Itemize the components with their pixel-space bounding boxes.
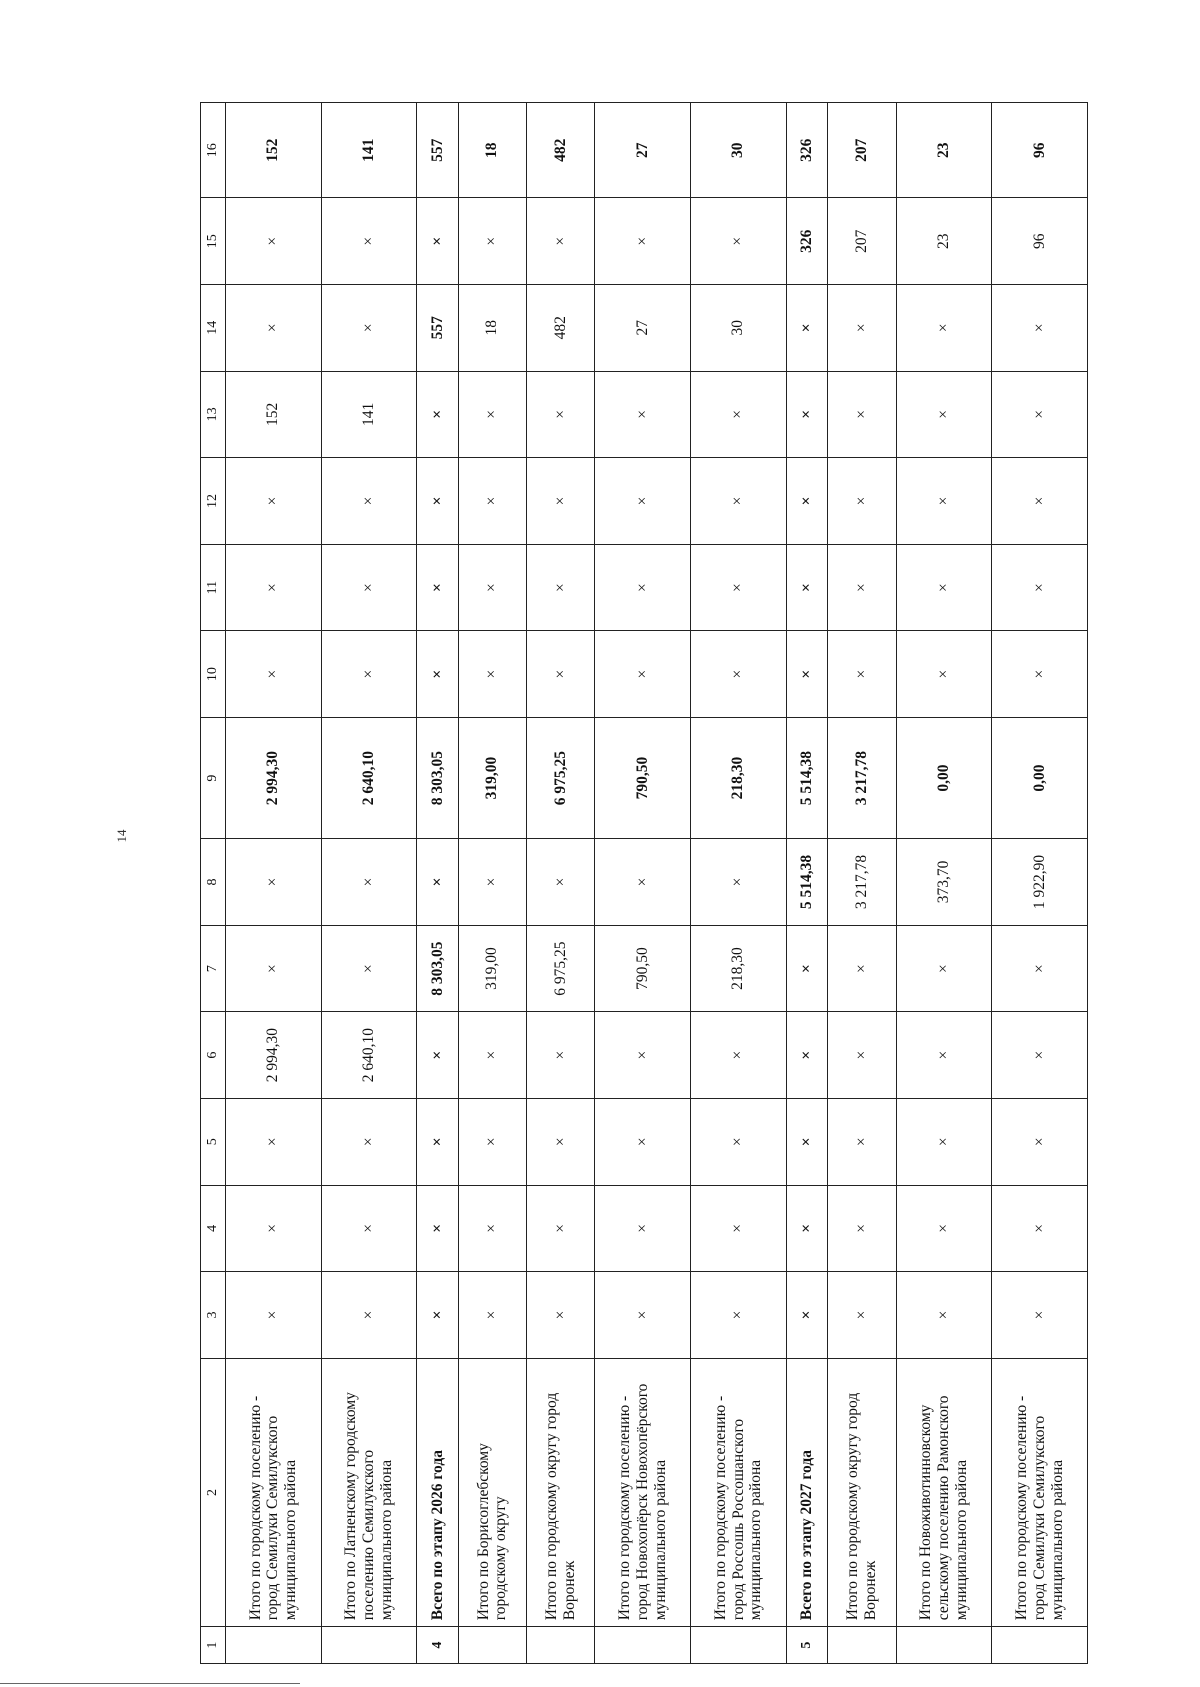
table-cell: × bbox=[417, 839, 458, 926]
table-cell bbox=[992, 1627, 1088, 1664]
data-table bbox=[200, 102, 1088, 1664]
table-cell: × bbox=[527, 458, 595, 545]
table-cell: × bbox=[417, 1012, 458, 1099]
table-cell: 18 bbox=[458, 103, 526, 198]
table-cell: × bbox=[828, 544, 896, 631]
table-cell: × bbox=[828, 371, 896, 458]
table-cell: × bbox=[595, 631, 691, 718]
table-cell: × bbox=[896, 1098, 992, 1185]
table-cell: × bbox=[786, 1272, 827, 1359]
table-cell: 152 bbox=[226, 371, 322, 458]
table-cell: × bbox=[417, 544, 458, 631]
table-cell: × bbox=[786, 544, 827, 631]
column-header: 4 bbox=[201, 1185, 226, 1272]
table-cell: × bbox=[786, 1098, 827, 1185]
table-cell: × bbox=[417, 458, 458, 545]
table-cell: 557 bbox=[417, 284, 458, 371]
table-cell: × bbox=[321, 1272, 417, 1359]
table-cell: × bbox=[691, 839, 787, 926]
table-cell: × bbox=[896, 371, 992, 458]
table-cell: × bbox=[458, 1012, 526, 1099]
table-cell bbox=[226, 1627, 322, 1664]
table-cell: × bbox=[691, 631, 787, 718]
table-cell: × bbox=[828, 1098, 896, 1185]
table-cell: 27 bbox=[595, 284, 691, 371]
table-cell: × bbox=[992, 458, 1088, 545]
table-cell: × bbox=[321, 458, 417, 545]
table-cell: × bbox=[691, 1185, 787, 1272]
table-cell: 23 bbox=[896, 198, 992, 285]
table-cell: × bbox=[458, 839, 526, 926]
row-label-cell: Итого по Латненскому городскому поселению Семилукского муниципального района bbox=[321, 1358, 417, 1626]
table-cell: × bbox=[992, 544, 1088, 631]
row-label-cell: Итого по Новоживотинновскому сельскому поселению Рамонского муниципального района bbox=[896, 1358, 992, 1626]
table-cell: × bbox=[226, 458, 322, 545]
table-cell: × bbox=[527, 198, 595, 285]
table-cell: × bbox=[896, 925, 992, 1012]
table-cell: × bbox=[691, 1098, 787, 1185]
column-header: 10 bbox=[201, 631, 226, 718]
table-cell: 2 994,30 bbox=[226, 717, 322, 838]
table-cell: × bbox=[595, 1272, 691, 1359]
table-cell: × bbox=[896, 1185, 992, 1272]
table-cell bbox=[828, 1627, 896, 1664]
table-cell: 30 bbox=[691, 103, 787, 198]
table-cell: × bbox=[595, 1185, 691, 1272]
column-header: 8 bbox=[201, 839, 226, 926]
table-cell: × bbox=[321, 1098, 417, 1185]
table-cell: × bbox=[896, 458, 992, 545]
table-cell: × bbox=[226, 839, 322, 926]
table-cell: × bbox=[226, 198, 322, 285]
table-cell: × bbox=[786, 631, 827, 718]
table-row bbox=[595, 103, 691, 1664]
table-cell bbox=[691, 1627, 787, 1664]
table-cell: × bbox=[527, 1272, 595, 1359]
table-cell: 326 bbox=[786, 103, 827, 198]
table-body bbox=[226, 103, 1088, 1664]
table-cell: × bbox=[691, 544, 787, 631]
table-cell: × bbox=[417, 198, 458, 285]
table-cell: × bbox=[226, 631, 322, 718]
table-cell: × bbox=[458, 544, 526, 631]
page-number: 14 bbox=[114, 829, 129, 843]
row-label-cell: Итого по городскому округу город Воронеж bbox=[527, 1358, 595, 1626]
table-row bbox=[896, 103, 992, 1664]
table-cell: × bbox=[226, 1185, 322, 1272]
column-header: 1 bbox=[201, 1627, 226, 1664]
table-cell: × bbox=[992, 1185, 1088, 1272]
table-row bbox=[458, 103, 526, 1664]
column-header: 15 bbox=[201, 198, 226, 285]
table-cell: × bbox=[321, 198, 417, 285]
table-cell: × bbox=[321, 631, 417, 718]
table-cell: × bbox=[458, 198, 526, 285]
table-cell: × bbox=[226, 1272, 322, 1359]
table-cell: × bbox=[458, 1098, 526, 1185]
table-cell: 1 922,90 bbox=[992, 839, 1088, 926]
table-row bbox=[226, 103, 322, 1664]
table-cell: × bbox=[527, 1185, 595, 1272]
table-cell: × bbox=[595, 198, 691, 285]
table-cell: × bbox=[458, 371, 526, 458]
table-cell: × bbox=[828, 284, 896, 371]
table-cell: 8 303,05 bbox=[417, 717, 458, 838]
table-cell: × bbox=[226, 1098, 322, 1185]
table-cell: 2 640,10 bbox=[321, 1012, 417, 1099]
column-header: 7 bbox=[201, 925, 226, 1012]
table-cell: × bbox=[691, 198, 787, 285]
table-cell: 482 bbox=[527, 103, 595, 198]
table-cell: 6 975,25 bbox=[527, 925, 595, 1012]
table-cell: × bbox=[458, 1272, 526, 1359]
table-cell: × bbox=[417, 631, 458, 718]
table-cell: × bbox=[527, 1098, 595, 1185]
table-cell: × bbox=[786, 458, 827, 545]
table-cell: × bbox=[595, 839, 691, 926]
table-cell: 0,00 bbox=[896, 717, 992, 838]
table-cell: 373,70 bbox=[896, 839, 992, 926]
table-cell: 27 bbox=[595, 103, 691, 198]
table-cell: × bbox=[691, 371, 787, 458]
table-cell: 3 217,78 bbox=[828, 839, 896, 926]
table-row bbox=[992, 103, 1088, 1664]
table-cell: × bbox=[417, 1098, 458, 1185]
table-cell: × bbox=[595, 458, 691, 545]
table-cell: 23 bbox=[896, 103, 992, 198]
table-cell: × bbox=[828, 1012, 896, 1099]
table-cell: × bbox=[992, 284, 1088, 371]
table-cell: × bbox=[527, 1012, 595, 1099]
table-cell: × bbox=[417, 1272, 458, 1359]
table-cell: × bbox=[992, 1098, 1088, 1185]
table-cell: × bbox=[896, 1272, 992, 1359]
table-row-total bbox=[786, 103, 827, 1664]
table-row bbox=[828, 103, 896, 1664]
table-cell: × bbox=[595, 371, 691, 458]
table-cell: × bbox=[786, 1185, 827, 1272]
table-cell: × bbox=[786, 371, 827, 458]
table-cell: × bbox=[417, 371, 458, 458]
table-cell: × bbox=[321, 284, 417, 371]
table-cell: × bbox=[992, 371, 1088, 458]
table-cell: × bbox=[458, 631, 526, 718]
table-cell: 319,00 bbox=[458, 925, 526, 1012]
table-cell: × bbox=[226, 925, 322, 1012]
row-label-cell: Итого по городскому поселению - город Новохопёрск Новохопёрского муниципального района bbox=[595, 1358, 691, 1626]
table-cell: × bbox=[527, 544, 595, 631]
table-cell: 790,50 bbox=[595, 925, 691, 1012]
table-cell: 152 bbox=[226, 103, 322, 198]
table-row bbox=[321, 103, 417, 1664]
row-label-cell: Всего по этапу 2026 года bbox=[417, 1358, 458, 1626]
table-cell: × bbox=[321, 925, 417, 1012]
table-row bbox=[691, 103, 787, 1664]
table-cell: × bbox=[896, 544, 992, 631]
table-cell: × bbox=[786, 1012, 827, 1099]
table-cell: × bbox=[458, 1185, 526, 1272]
table-cell: 218,30 bbox=[691, 925, 787, 1012]
table-cell: 5 514,38 bbox=[786, 839, 827, 926]
table-cell: 319,00 bbox=[458, 717, 526, 838]
table-cell: × bbox=[896, 631, 992, 718]
table-cell: 8 303,05 bbox=[417, 925, 458, 1012]
table-cell bbox=[458, 1627, 526, 1664]
table-cell: × bbox=[828, 925, 896, 1012]
table-cell: 326 bbox=[786, 198, 827, 285]
table-cell bbox=[896, 1627, 992, 1664]
row-label-cell: Итого по городскому поселению - город Россошь Россошанского муниципального района bbox=[691, 1358, 787, 1626]
table-cell: × bbox=[458, 458, 526, 545]
table-cell bbox=[595, 1627, 691, 1664]
table-cell: × bbox=[828, 631, 896, 718]
table-cell: 2 640,10 bbox=[321, 717, 417, 838]
row-label-cell: Итого по городскому поселению - город Семилуки Семилукского муниципального района bbox=[992, 1358, 1088, 1626]
column-header: 12 bbox=[201, 458, 226, 545]
column-header: 9 bbox=[201, 717, 226, 838]
table-cell: × bbox=[828, 1272, 896, 1359]
table-cell: × bbox=[691, 458, 787, 545]
table-cell: 18 bbox=[458, 284, 526, 371]
table-cell: × bbox=[896, 1012, 992, 1099]
table-row bbox=[527, 103, 595, 1664]
table-cell: 96 bbox=[992, 103, 1088, 198]
table-header-row bbox=[201, 103, 226, 1664]
table-cell: × bbox=[527, 631, 595, 718]
table-cell: × bbox=[786, 284, 827, 371]
table-cell: × bbox=[786, 925, 827, 1012]
column-header: 14 bbox=[201, 284, 226, 371]
footer-divider bbox=[0, 1683, 300, 1684]
table-cell: × bbox=[992, 1272, 1088, 1359]
table-cell: 207 bbox=[828, 198, 896, 285]
table-cell: 2 994,30 bbox=[226, 1012, 322, 1099]
table-cell: × bbox=[321, 1185, 417, 1272]
table-cell: × bbox=[992, 631, 1088, 718]
table-cell: 0,00 bbox=[992, 717, 1088, 838]
table-cell: × bbox=[417, 1185, 458, 1272]
table-row-total bbox=[417, 103, 458, 1664]
table-cell: 96 bbox=[992, 198, 1088, 285]
table-cell: 218,30 bbox=[691, 717, 787, 838]
table-cell: 790,50 bbox=[595, 717, 691, 838]
table-cell: 5 514,38 bbox=[786, 717, 827, 838]
table-cell: × bbox=[691, 1012, 787, 1099]
table-cell: × bbox=[321, 839, 417, 926]
table-cell: 141 bbox=[321, 103, 417, 198]
table-cell: × bbox=[321, 544, 417, 631]
table-cell: 30 bbox=[691, 284, 787, 371]
table-cell: × bbox=[527, 839, 595, 926]
table-cell: × bbox=[828, 1185, 896, 1272]
rotated-page-content bbox=[200, 102, 1088, 1664]
table-cell: 6 975,25 bbox=[527, 717, 595, 838]
column-header: 5 bbox=[201, 1098, 226, 1185]
table-cell bbox=[321, 1627, 417, 1664]
table-cell: × bbox=[226, 284, 322, 371]
table-cell: × bbox=[896, 284, 992, 371]
table-cell: × bbox=[595, 544, 691, 631]
column-header: 3 bbox=[201, 1272, 226, 1359]
row-label-cell: Итого по Борисоглебскому городскому округу bbox=[458, 1358, 526, 1626]
table-cell: 4 bbox=[417, 1627, 458, 1664]
table-cell: 5 bbox=[786, 1627, 827, 1664]
table-cell: × bbox=[691, 1272, 787, 1359]
table-cell bbox=[527, 1627, 595, 1664]
row-label-cell: Итого по городскому поселению - город Семилуки Семилукского муниципального района bbox=[226, 1358, 322, 1626]
column-header: 16 bbox=[201, 103, 226, 198]
column-header: 13 bbox=[201, 371, 226, 458]
table-cell: 3 217,78 bbox=[828, 717, 896, 838]
column-header: 11 bbox=[201, 544, 226, 631]
column-header: 2 bbox=[201, 1358, 226, 1626]
row-label-cell: Итого по городскому округу город Воронеж bbox=[828, 1358, 896, 1626]
table-cell: 482 bbox=[527, 284, 595, 371]
table-cell: 207 bbox=[828, 103, 896, 198]
table-cell: × bbox=[992, 1012, 1088, 1099]
table-cell: × bbox=[828, 458, 896, 545]
column-header: 6 bbox=[201, 1012, 226, 1099]
table-cell: 141 bbox=[321, 371, 417, 458]
row-label-cell: Всего по этапу 2027 года bbox=[786, 1358, 827, 1626]
table-cell: × bbox=[226, 544, 322, 631]
table-cell: × bbox=[595, 1012, 691, 1099]
table-cell: × bbox=[992, 925, 1088, 1012]
table-cell: 557 bbox=[417, 103, 458, 198]
table-cell: × bbox=[527, 371, 595, 458]
table-cell: × bbox=[595, 1098, 691, 1185]
